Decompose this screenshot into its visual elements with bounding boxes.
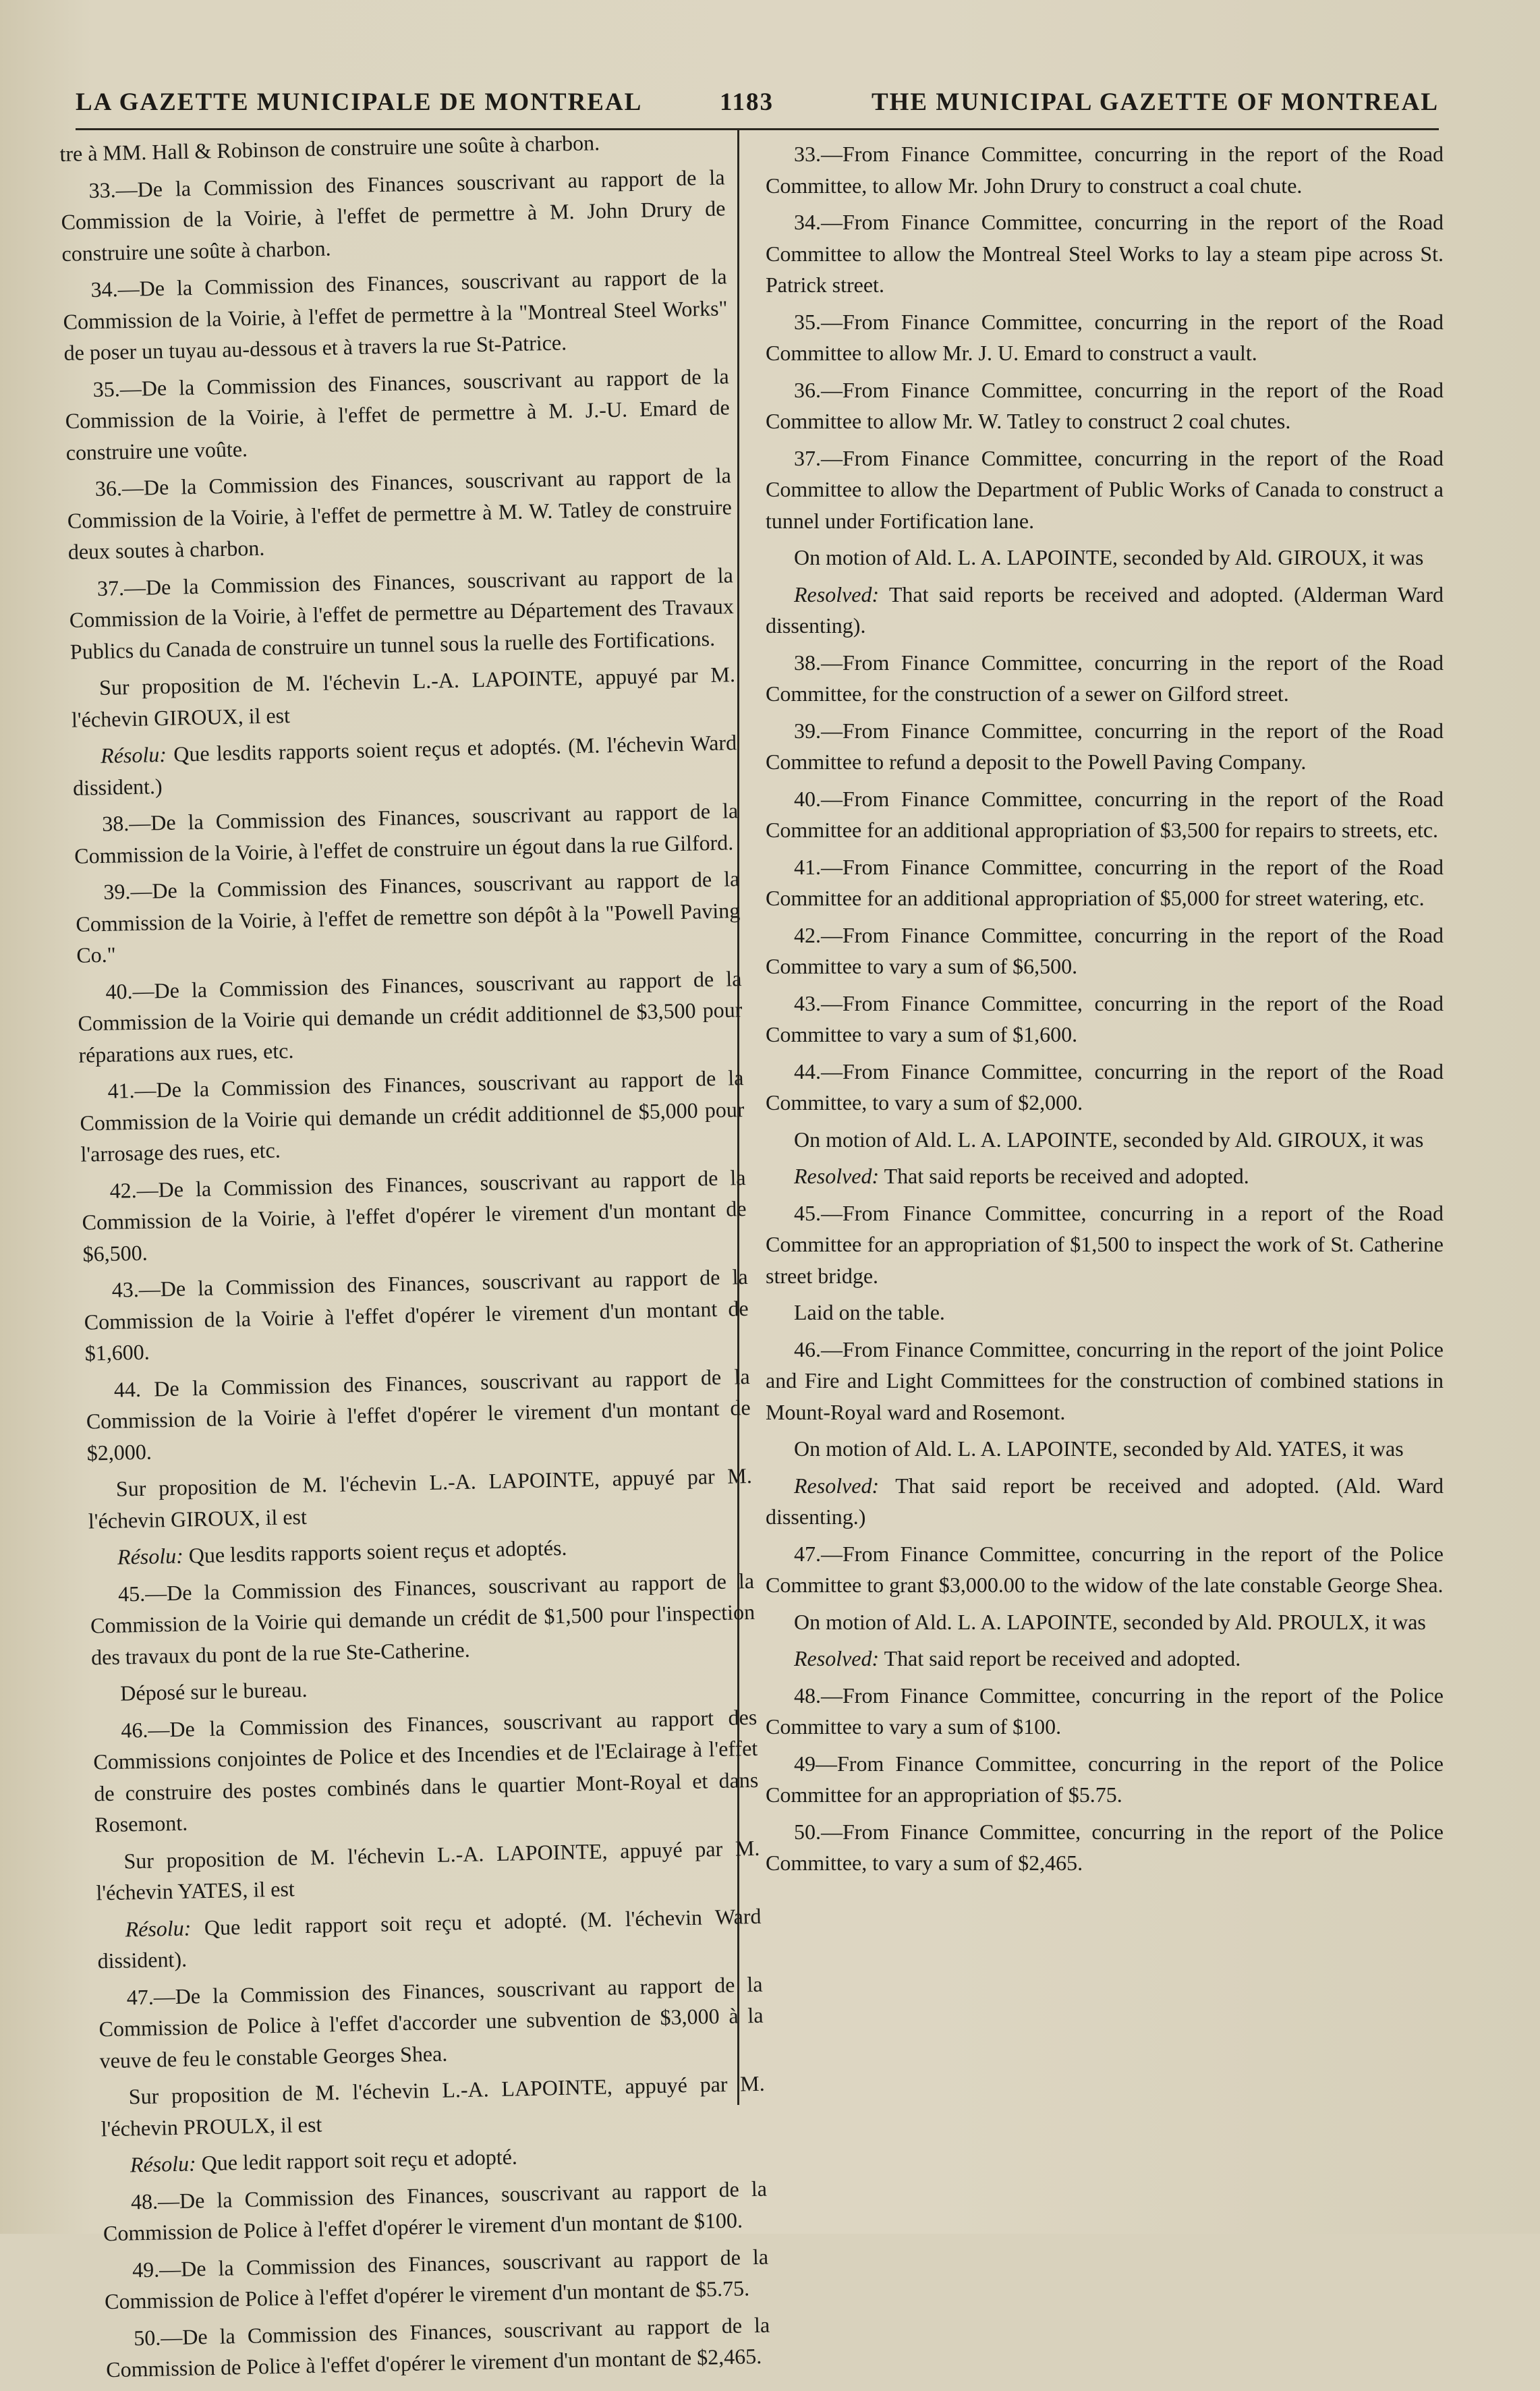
french-paragraph: 46.—De la Commission des Finances, souscrivant au rapport des Commissions conjointes de Police et des Incendies et de l'Eclairage à l'effet de construire des postes combinés dans le quartier Mont-Royal et dans Rosemont. [93,1704,759,1837]
french-paragraph: 33.—De la Commission des Finances souscrivant au rapport de la Commission de la Voirie, à l'effet de permettre à M. John Drury de construire une soûte à charbon. [61,164,726,266]
english-paragraph: 50.—From Finance Committee, concurring in the report of the Police Committee, to vary a sum of $2,465. [766,1819,1444,1875]
french-resolution: Résolu: Que lesdits rapports soient reçus et adoptés. (M. l'échevin Ward dissident.) [72,730,737,800]
english-paragraph: On motion of Ald. L. A. LAPOINTE, seconded by Ald. YATES, it was [794,1436,1404,1461]
resolution-label: Resolved: [794,582,880,607]
resolution-label: Résolu: [130,2151,197,2177]
french-resolution: Résolu: Que ledit rapport soit reçu et adopté. (M. l'échevin Ward dissident). [97,1903,762,1973]
english-paragraph: On motion of Ald. L. A. LAPOINTE, seconded by Ald. PROULX, it was [794,1609,1426,1634]
resolution-label: Resolved: [794,1473,880,1498]
english-paragraph: 49—From Finance Committee, concurring in the report of the Police Committee for an appropriation of $5.75. [766,1751,1444,1807]
page-number: 1183 [720,88,774,116]
english-paragraph: On motion of Ald. L. A. LAPOINTE, seconded by Ald. GIROUX, it was [794,1127,1424,1152]
french-paragraph: Sur proposition de M. l'échevin L.-A. LAPOINTE, appuyé par M. l'échevin GIROUX, il est [88,1463,753,1534]
resolution-label: Resolved: [794,1164,880,1188]
french-resolution: Résolu: Que lesdits rapports soient reçus et adoptés. [117,1535,567,1569]
resolution-label: Resolved: [794,1646,880,1670]
english-paragraph: 39.—From Finance Committee, concurring in the report of the Road Committee to refund a deposit to the Powell Paving Company. [766,718,1444,774]
english-paragraph: 47.—From Finance Committee, concurring in the report of the Police Committee to grant $3,000.00 to the widow of the late constable George Shea. [766,1541,1444,1597]
english-resolution: Resolved: That said report be received and adopted. (Ald. Ward dissenting.) [766,1473,1444,1529]
french-paragraph: 36.—De la Commission des Finances, souscrivant au rapport de la Commission de la Voirie, à l'effet de permettre à M. W. Tatley de construire deux soutes à charbon. [67,463,733,564]
english-resolution: Resolved: That said reports be received and adopted. [794,1164,1249,1188]
english-paragraph: 36.—From Finance Committee, concurring in the report of the Road Committee to allow Mr. W. Tatley to construct 2 coal chutes. [766,377,1444,433]
english-paragraph: On motion of Ald. L. A. LAPOINTE, seconded by Ald. GIROUX, it was [794,545,1424,569]
french-paragraph: 48.—De la Commission des Finances, souscrivant au rapport de la Commission de Police à l'effet d'opérer le virement d'un montant de $100. [103,2176,768,2246]
resolution-label: Résolu: [117,1543,184,1569]
french-paragraph: 49.—De la Commission des Finances, souscrivant au rapport de la Commission de Police à l'effet d'opérer le virement d'un montant de $5.75. [104,2244,769,2314]
english-paragraph: 37.—From Finance Committee, concurring in the report of the Road Committee to allow the Department of Public Works of Canada to construct a tunnel under Fortification lane. [766,445,1444,533]
english-paragraph: 48.—From Finance Committee, concurring in the report of the Police Committee to vary a sum of $100. [766,1683,1444,1739]
french-paragraph: Sur proposition de M. l'échevin L.-A. LAPOINTE, appuyé par M. l'échevin GIROUX, il est [71,662,736,732]
french-paragraph: Sur proposition de M. l'échevin L.-A. LAPOINTE, appuyé par M. l'échevin YATES, il est [96,1835,760,1905]
french-paragraph: 38.—De la Commission des Finances, souscrivant au rapport de la Commission de la Voirie, à l'effet de construire un égout dans la rue Gilford. [74,798,739,868]
french-paragraph: 34.—De la Commission des Finances, souscrivant au rapport de la Commission de la Voirie, à l'effet de permettre à la "Montreal Steel Works" de poser un tuyau au-dessous et à travers la rue St-Patrice. [63,264,728,365]
french-paragraph: 43.—De la Commission des Finances, souscrivant au rapport de la Commission de la Voirie à l'effet d'opérer le virement d'un montant de $1,600. [84,1264,749,1366]
french-paragraph: 50.—De la Commission des Finances, souscrivant au rapport de la Commission de Police à l'effet d'opérer le virement d'un montant de $2,465. [105,2312,770,2382]
french-paragraph: Sur proposition de M. l'échevin L.-A. LAPOINTE, appuyé par M. l'échevin PROULX, il est [101,2071,765,2141]
english-resolution: Resolved: That said report be received and adopted. [794,1646,1241,1670]
french-paragraph: 40.—De la Commission des Finances, souscrivant au rapport de la Commission de la Voirie qui demande un crédit additionnel de $3,500 pour réparations aux rues, etc. [78,965,743,1067]
english-paragraph: 42.—From Finance Committee, concurring in the report of the Road Committee to vary a sum of $6,500. [766,922,1444,978]
english-paragraph: 41.—From Finance Committee, concurring in the report of the Road Committee for an additional appropriation of $5,000 for street watering, etc. [766,854,1444,910]
french-paragraph: tre à MM. Hall & Robinson de construire une soûte à charbon. [59,130,600,166]
english-paragraph: 33.—From Finance Committee, concurring in the report of the Road Committee, to allow Mr. John Drury to construct a coal chute. [766,142,1444,198]
english-paragraph: 34.—From Finance Committee, concurring in the report of the Road Committee to allow the Montreal Steel Works to lay a steam pipe across St. Patrick street. [766,210,1444,297]
french-paragraph: Déposé sur le bureau. [119,1677,308,1706]
english-paragraph: 40.—From Finance Committee, concurring in the report of the Road Committee for an additional appropriation of $3,500 for repairs to streets, etc. [766,786,1444,842]
english-paragraph: 46.—From Finance Committee, concurring in the report of the joint Police and Fire and Light Committees for the construction of combined stations in Mount-Royal ward and Rosemont. [766,1337,1444,1424]
french-resolution: Résolu: Que ledit rapport soit reçu et adopté. [130,2144,518,2177]
english-paragraph: 38.—From Finance Committee, concurring in the report of the Road Committee, for the construction of a sewer on Gilford street. [766,650,1444,706]
english-column [766,138,1444,1884]
french-paragraph: 45.—De la Commission des Finances, souscrivant au rapport de la Commission de la Voirie qui demande un crédit de $1,500 pour l'inspection des travaux du pont de la rue Ste-Catherine. [90,1568,755,1670]
resolution-label: Résolu: [100,741,167,768]
header-right-title: THE MUNICIPAL GAZETTE OF MONTREAL [871,88,1439,116]
french-paragraph: 42.—De la Commission des Finances, souscrivant au rapport de la Commission de la Voirie, à l'effet d'opérer le virement d'un montant de $6,500. [82,1164,747,1266]
french-paragraph: 41.—De la Commission des Finances, souscrivant au rapport de la Commission de la Voirie qui demande un crédit additionnel de $5,000 pour l'arrosage des rues, etc. [80,1065,745,1166]
header-left-title: LA GAZETTE MUNICIPALE DE MONTREAL [76,88,643,116]
english-paragraph: 44.—From Finance Committee, concurring in the report of the Road Committee, to vary a sum of $2,000. [766,1059,1444,1115]
resolution-label: Résolu: [125,1915,192,1942]
english-paragraph: 45.—From Finance Committee, concurring in a report of the Road Committee for an appropriation of $1,500 to inspect the work of St. Catherine street bridge. [766,1200,1444,1288]
french-paragraph: 47.—De la Commission des Finances, souscrivant au rapport de la Commission de Police à l'effet d'accorder une subvention de $3,000 à la veuve de feu le constable Georges Shea. [98,1971,764,2073]
french-paragraph: 37.—De la Commission des Finances, souscrivant au rapport de la Commission de la Voirie, à l'effet de permettre au Département des Travaux Publics du Canada de construire un tunnel sous la ruelle des Fortifications. [69,562,735,664]
english-paragraph: 35.—From Finance Committee, concurring in the report of the Road Committee to allow Mr. J. U. Emard to construct a vault. [766,309,1444,365]
english-resolution: Resolved: That said reports be received and adopted. (Alderman Ward dissenting). [766,582,1444,638]
french-paragraph: 39.—De la Commission des Finances, souscrivant au rapport de la Commission de la Voirie, à l'effet de remettre son dépôt à la "Powell Paving Co." [76,866,741,967]
french-column [59,124,771,2390]
french-paragraph: 35.—De la Commission des Finances, souscrivant au rapport de la Commission de la Voirie, à l'effet de permettre à M. J.-U. Emard de construire une voûte. [65,363,730,465]
french-paragraph: 44. De la Commission des Finances, souscrivant au rapport de la Commission de la Voirie à l'effet d'opérer le virement d'un montant de $2,000. [86,1363,751,1465]
english-paragraph: Laid on the table. [794,1300,945,1324]
english-paragraph: 43.—From Finance Committee, concurring in the report of the Road Committee to vary a sum of $1,600. [766,990,1444,1046]
page-header [76,81,1439,130]
